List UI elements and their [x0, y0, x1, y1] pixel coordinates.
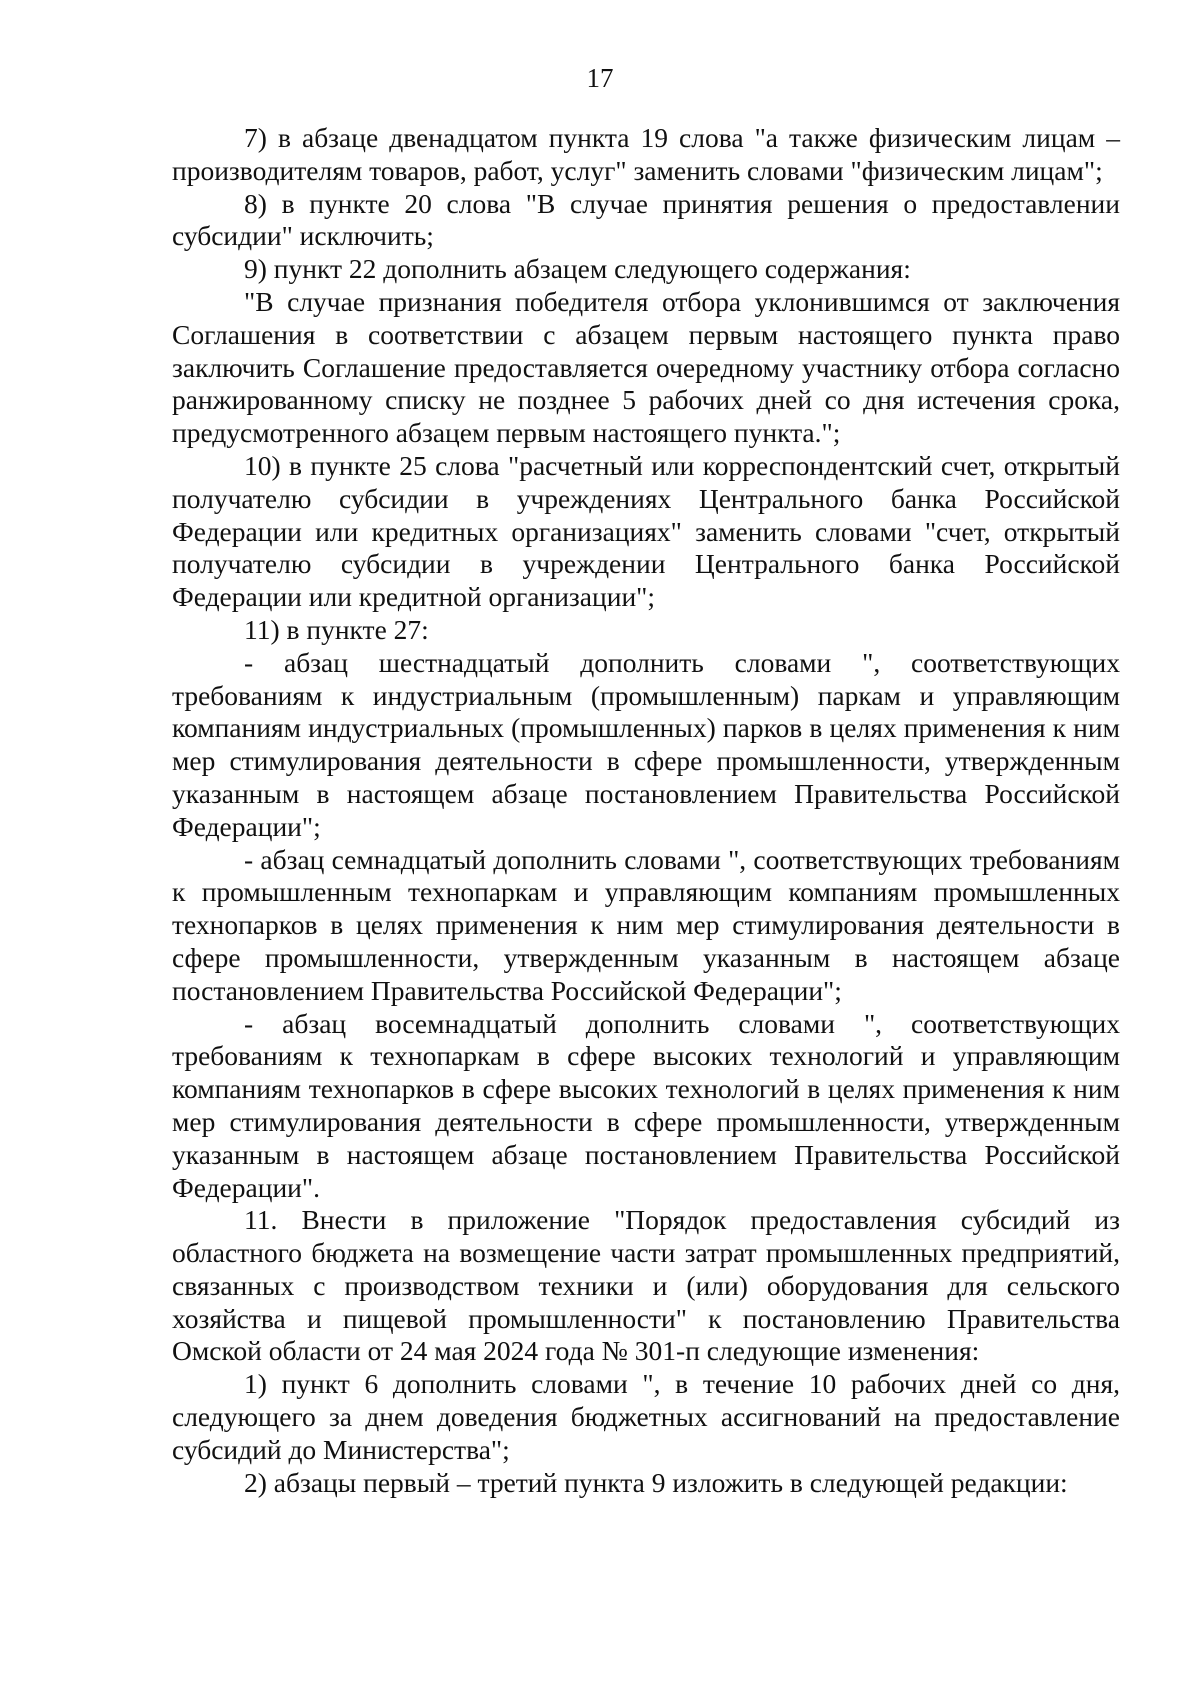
paragraph-7-item-19: 7) в абзаце двенадцатом пункта 19 слова "а также физическим лицам – производителям товаров, работ, услуг" заменить словами "физическим лицам"; [172, 122, 1120, 186]
paragraph-section-11: 11. Внести в приложение "Порядок предоставления субсидий из областного бюджета на возмещение части затрат промышленных предприятий, связанных с производством техники и (или) оборудования для сельского хозяйства и пищевой промышленности" к постановлению Правительства Омской области от 24 мая 2024 года № 301-п следующие изменения: [172, 1204, 1120, 1367]
paragraph-quoted-insertion: "В случае признания победителя отбора уклонившимся от заключения Соглашения в соответствии с абзацем первым настоящего пункта право заключить Соглашение предоставляется очередному участнику отбора согласно ранжированному списку не позднее 5 рабочих дней со дня истечения срока, предусмотренного абзацем первым настоящего пункта."; [172, 285, 1120, 449]
paragraph-bullet-seventeenth: - абзац семнадцатый дополнить словами ", соответствующих требованиям к промышленным технопаркам и управляющим компаниям промышленных технопарков в целях применения к ним мер стимулирования деятельности в сфере промышленности, утвержденным указанным в настоящем абзаце постановлением Правительства Российской Федерации"; [172, 843, 1120, 1006]
paragraph-11-item-27: 11) в пункте 27: [244, 613, 429, 645]
paragraph-10-item-25: 10) в пункте 25 слова "расчетный или корреспондентский счет, открытый получателю субсидии в учреждениях Центрального банка Российской Федерации или кредитных организациях" заменить словами "счет, открытый получателю субсидии в учреждении Центрального банка Российской Федерации или кредитной организации"; [172, 449, 1120, 613]
paragraph-1-item-6: 1) пункт 6 дополнить словами ", в течение 10 рабочих дней со дня, следующего за днем доведения бюджетных ассигнований на предоставление субсидий до Министерства"; [172, 1368, 1120, 1465]
page-number: 17 [586, 63, 614, 93]
paragraph-bullet-sixteenth: - абзац шестнадцатый дополнить словами ", соответствующих требованиям к индустриальным (промышленным) паркам и управляющим компаниям индустриальных (промышленных) парков в целях применения к ним мер стимулирования деятельности в сфере промышленности, утвержденным указанным в настоящем абзаце постановлением Правительства Российской Федерации"; [172, 646, 1120, 842]
paragraph-bullet-eighteenth: - абзац восемнадцатый дополнить словами ", соответствующих требованиям к технопаркам в сфере высоких технологий и управляющим компаниям технопарков в сфере высоких технологий в целях применения к ним мер стимулирования деятельности в сфере промышленности, утвержденным указанным в настоящем абзаце постановлением Правительства Российской Федерации". [172, 1007, 1120, 1203]
paragraph-2-item-9: 2) абзацы первый – третий пункта 9 изложить в следующей редакции: [244, 1466, 1068, 1498]
paragraph-8-item-20: 8) в пункте 20 слова "В случае принятия решения о предоставлении субсидии" исключить; [172, 187, 1120, 252]
document-body [172, 122, 1120, 1499]
paragraph-9-item-22: 9) пункт 22 дополнить абзацем следующего содержания: [244, 253, 911, 285]
